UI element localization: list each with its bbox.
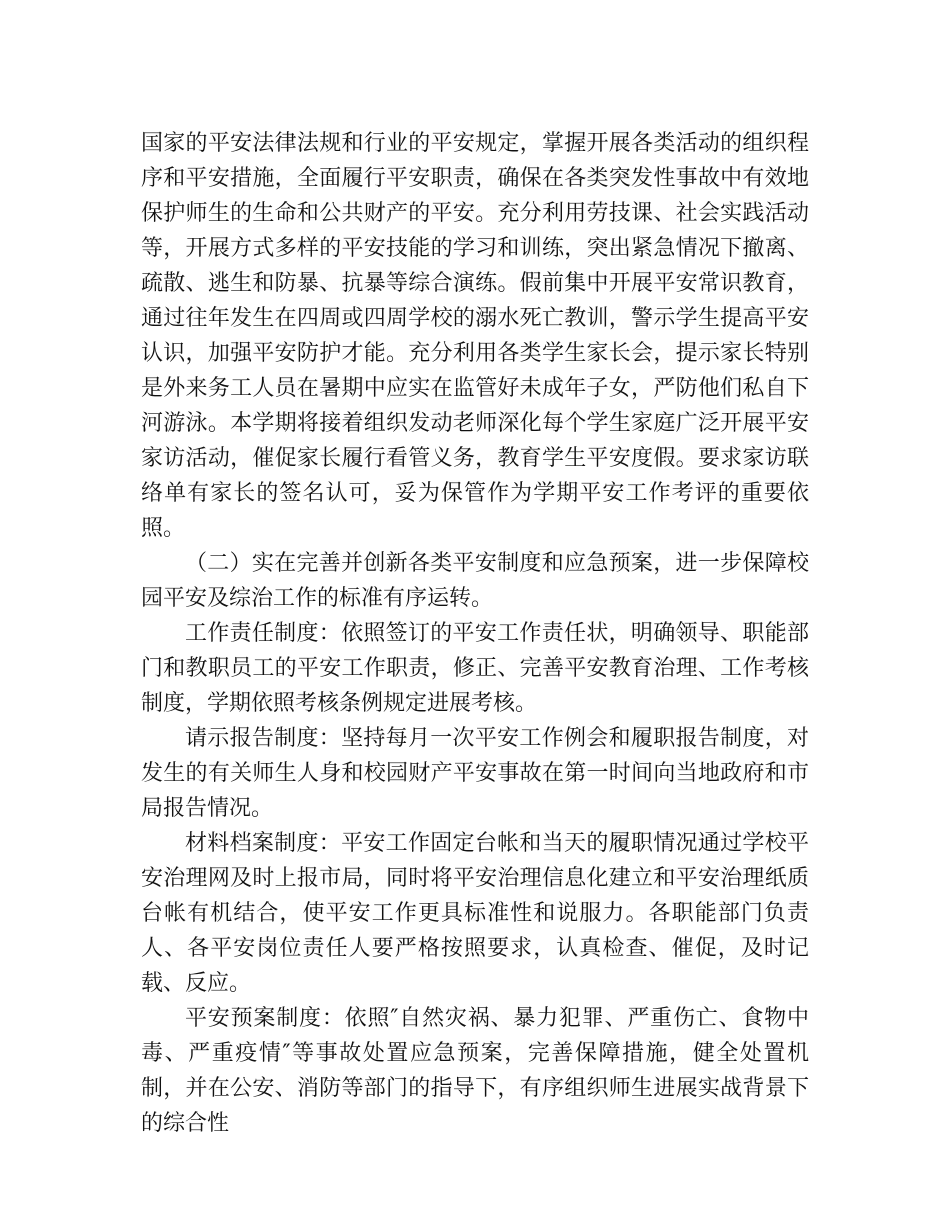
paragraph-2: （二）实在完善并创新各类平安制度和应急预案，进一步保障校园平安及综治工作的标准有序运转。 [141,551,809,611]
paragraph-5: 材料档案制度：平安工作固定台帐和当天的履职情况通过学校平安治理网及时上报市局，同时将平安治理信息化建立和平安治理纸质台帐有机结合，使平安工作更具标准性和说服力。各职能部门负责人、各平安岗位责任人要严格按照要求，认真检查、催促，及时记载、反应。 [141,831,809,996]
paragraph-4: 请示报告制度：坚持每月一次平安工作例会和履职报告制度，对发生的有关师生人身和校园财产平安事故在第一时间向当地政府和市局报告情况。 [141,726,809,821]
document-page [141,126,809,1141]
paragraph-3: 工作责任制度：依照签订的平安工作责任状，明确领导、职能部门和教职员工的平安工作职责，修正、完善平安教育治理、工作考核制度，学期依照考核条例规定进展考核。 [141,621,809,716]
paragraph-1: 国家的平安法律法规和行业的平安规定，掌握开展各类活动的组织程序和平安措施，全面履行平安职责，确保在各类突发性事故中有效地保护师生的生命和公共财产的平安。充分利用劳技课、社会实践活动等，开展方式多样的平安技能的学习和训练，突出紧急情况下撤离、疏散、逃生和防暴、抗暴等综合演练。假前集中开展平安常识教育，通过往年发生在四周或四周学校的溺水死亡教训，警示学生提高平安认识，加强平安防护才能。充分利用各类学生家长会，提示家长特别是外来务工人员在暑期中应实在监管好未成年子女，严防他们私自下河游泳。本学期将接着组织发动老师深化每个学生家庭广泛开展平安家访活动，催促家长履行看管义务，教育学生平安度假。要求家访联络单有家长的签名认可，妥为保管作为学期平安工作考评的重要依照。 [141,131,809,541]
paragraph-6: 平安预案制度：依照″自然灾祸、暴力犯罪、严重伤亡、食物中毒、严重疫情″等事故处置应急预案，完善保障措施，健全处置机制，并在公安、消防等部门的指导下，有序组织师生进展实战背景下的综合性 [141,1006,809,1136]
